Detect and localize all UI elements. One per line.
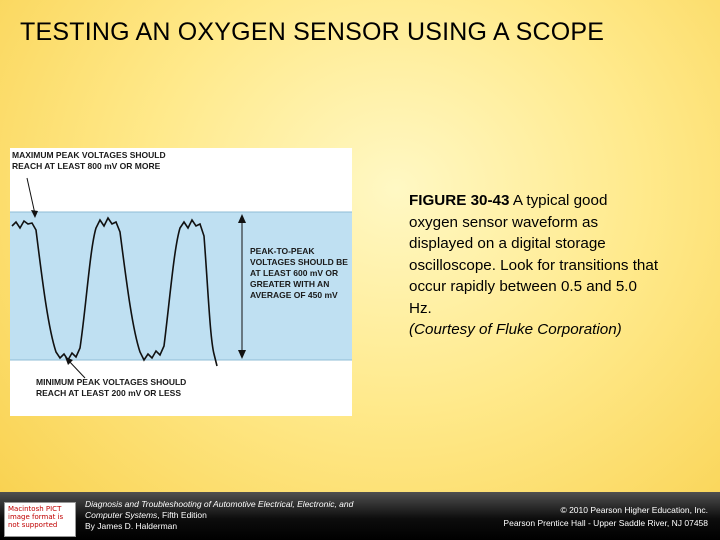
copyright-text: © 2010 Pearson Higher Education, Inc. [560,505,708,515]
book-author: By James D. Halderman [85,521,178,531]
max-arrow [27,178,35,214]
footer-bar [0,492,720,540]
slide-title: TESTING AN OXYGEN SENSOR USING A SCOPE [20,18,605,46]
waveform-figure [10,148,352,416]
min-peak-annotation: MINIMUM PEAK VOLTAGES SHOULD REACH AT LEAST 200 mV OR LESS [36,377,187,398]
book-citation [85,499,385,532]
peak-to-peak-annotation: PEAK-TO-PEAK VOLTAGES SHOULD BE AT LEAST 600 mV OR GREATER WITH AN AVERAGE OF 450 mV [250,246,348,300]
publisher-info [408,504,708,530]
caption-text: A typical good oxygen sensor waveform as displayed on a digital storage oscilloscope. Look for transitions that occur rapidly between 0.5 and 5.0 Hz. [409,192,659,317]
figure-number: FIGURE 30-43 [409,192,510,209]
caption-credit: (Courtesy of Fluke Corporation) [409,321,622,338]
publisher-text: Pearson Prentice Hall - Upper Saddle River, NJ 07458 [503,518,708,528]
unsupported-image-placeholder: Macintosh PICT image format is not supported [4,502,76,537]
book-edition: , Fifth Edition [157,510,207,520]
min-arrow [68,360,85,378]
max-peak-annotation: MAXIMUM PEAK VOLTAGES SHOULD REACH AT LEAST 800 mV OR MORE [12,150,166,171]
figure-caption [409,190,659,341]
book-title: Diagnosis and Troubleshooting of Automotive Electrical, Electronic, and Computer Systems [85,499,354,520]
